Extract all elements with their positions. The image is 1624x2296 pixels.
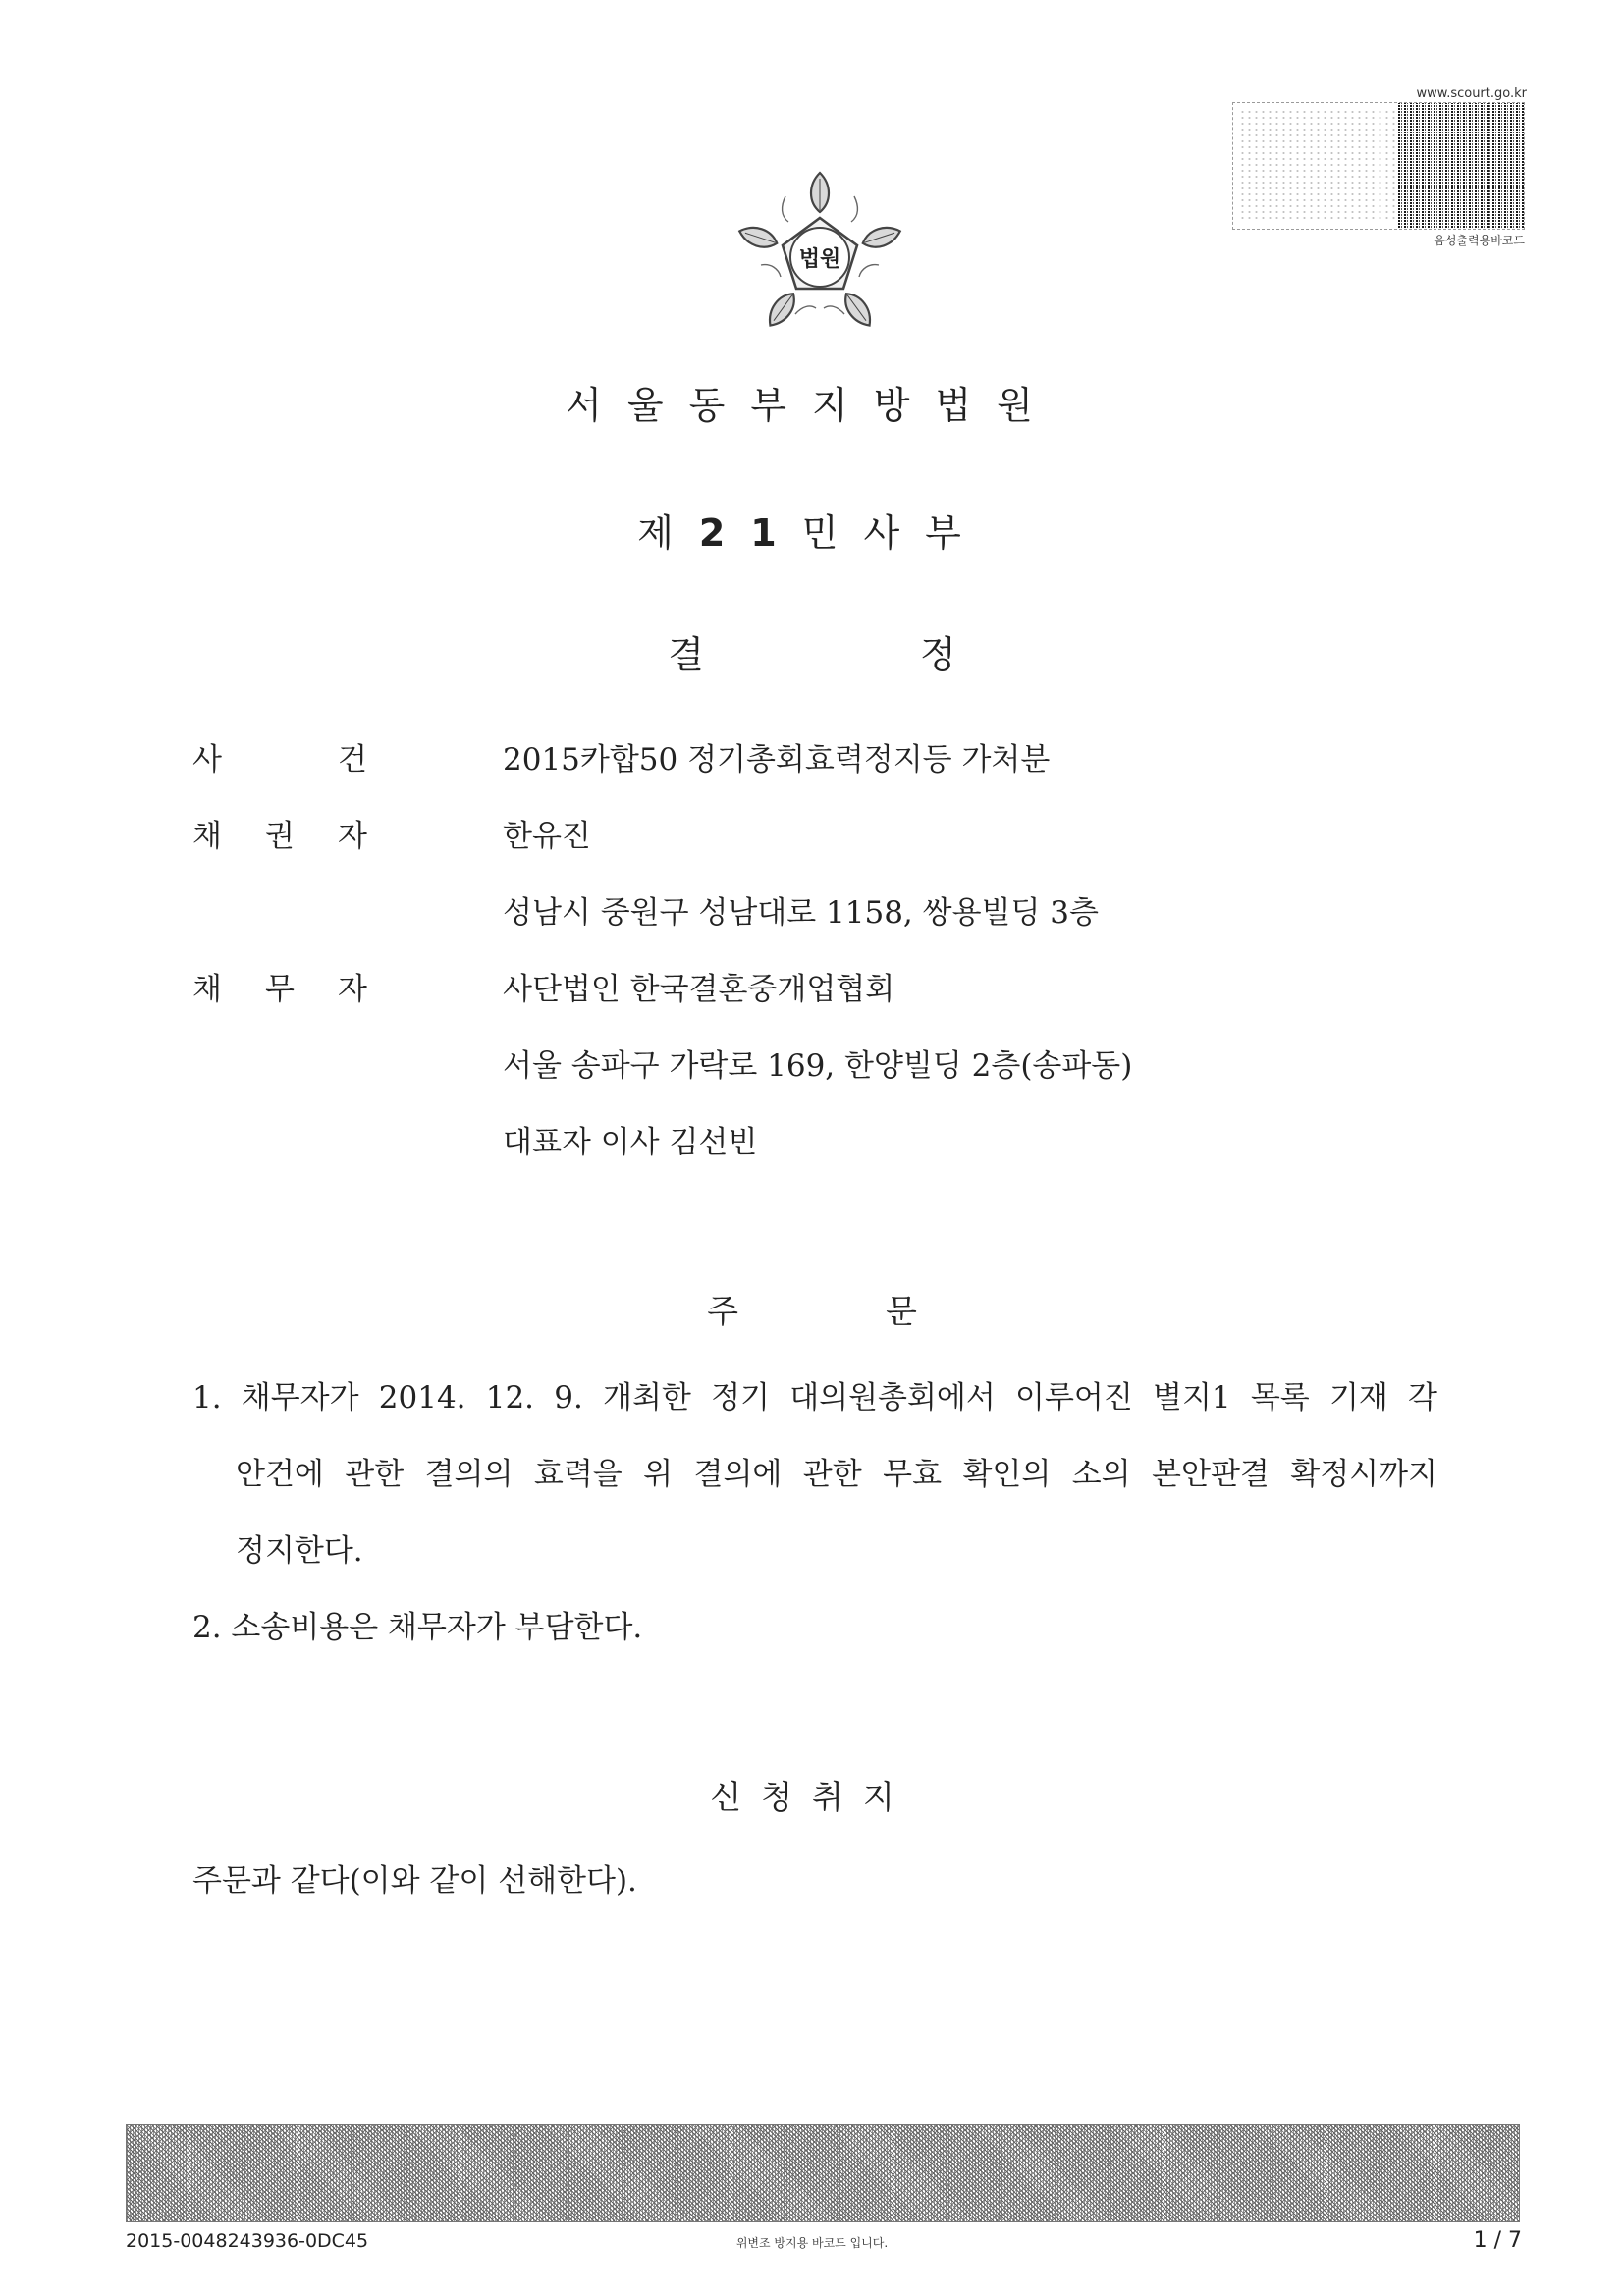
anti-forgery-barcode <box>126 2124 1520 2222</box>
site-url: www.scourt.go.kr <box>1416 86 1527 101</box>
debtor-name: 사단법인 한국결혼중개업협회 <box>503 972 895 1007</box>
creditor-address: 성남시 중원구 성남대로 1158, 쌍용빌딩 3층 <box>503 895 1099 931</box>
barcode-dot-pattern <box>1239 109 1396 223</box>
document-type <box>0 624 1624 678</box>
debtor-representative: 대표자 이사 김선빈 <box>503 1125 758 1160</box>
emblem-text: 법원 <box>798 247 841 272</box>
creditor-name: 한유진 <box>503 819 591 854</box>
division-suffix: 민사부 <box>801 511 987 555</box>
main-item-1-line-2: 안건에 관한 결의의 효력을 위 결의에 관한 무효 확인의 소의 본안판결 확정시까지 <box>236 1457 1437 1492</box>
doc-type-right: 정 <box>920 633 956 676</box>
doc-type-left: 결 <box>668 633 704 676</box>
court-name: 서울동부지방법원 <box>566 384 1058 427</box>
barcode-image <box>1398 103 1524 229</box>
barcode-frame <box>1232 102 1525 230</box>
division-number: 21 <box>698 511 802 555</box>
creditor-label: 채 권 자 <box>192 819 367 854</box>
case-label: 사 건 <box>192 742 367 777</box>
main-item-1-line-1: 1. 채무자가 2014. 12. 9. 개최한 정기 대의원총회에서 이루어진 별지1 목록 기재 각 <box>192 1380 1437 1415</box>
division-prefix: 제 <box>637 511 699 555</box>
debtor-address: 서울 송파구 가락로 169, 한양빌딩 2층(송파동) <box>503 1048 1133 1084</box>
case-value: 2015카합50 정기총회효력정지등 가처분 <box>503 742 1051 777</box>
anti-forgery-note: 위변조 방지용 바코드 입니다. <box>735 2236 889 2250</box>
request-heading: 신청취지 <box>710 1778 914 1816</box>
court-emblem-icon <box>731 167 908 339</box>
main-item-2: 2. 소송비용은 채무자가 부담한다. <box>192 1610 643 1645</box>
page-number: 1 / 7 <box>1473 2228 1522 2253</box>
document-id: 2015-0048243936-0DC45 <box>126 2230 369 2252</box>
division-title <box>0 503 1624 557</box>
request-text: 주문과 같다(이와 같이 선해한다). <box>192 1863 637 1898</box>
barcode-caption: 음성출력용바코드 <box>1434 234 1525 247</box>
main-item-1-line-3: 정지한다. <box>236 1533 363 1569</box>
main-text-heading: 주 문 <box>707 1292 917 1330</box>
debtor-label: 채 무 자 <box>192 972 367 1007</box>
audio-barcode-block <box>1232 86 1527 245</box>
